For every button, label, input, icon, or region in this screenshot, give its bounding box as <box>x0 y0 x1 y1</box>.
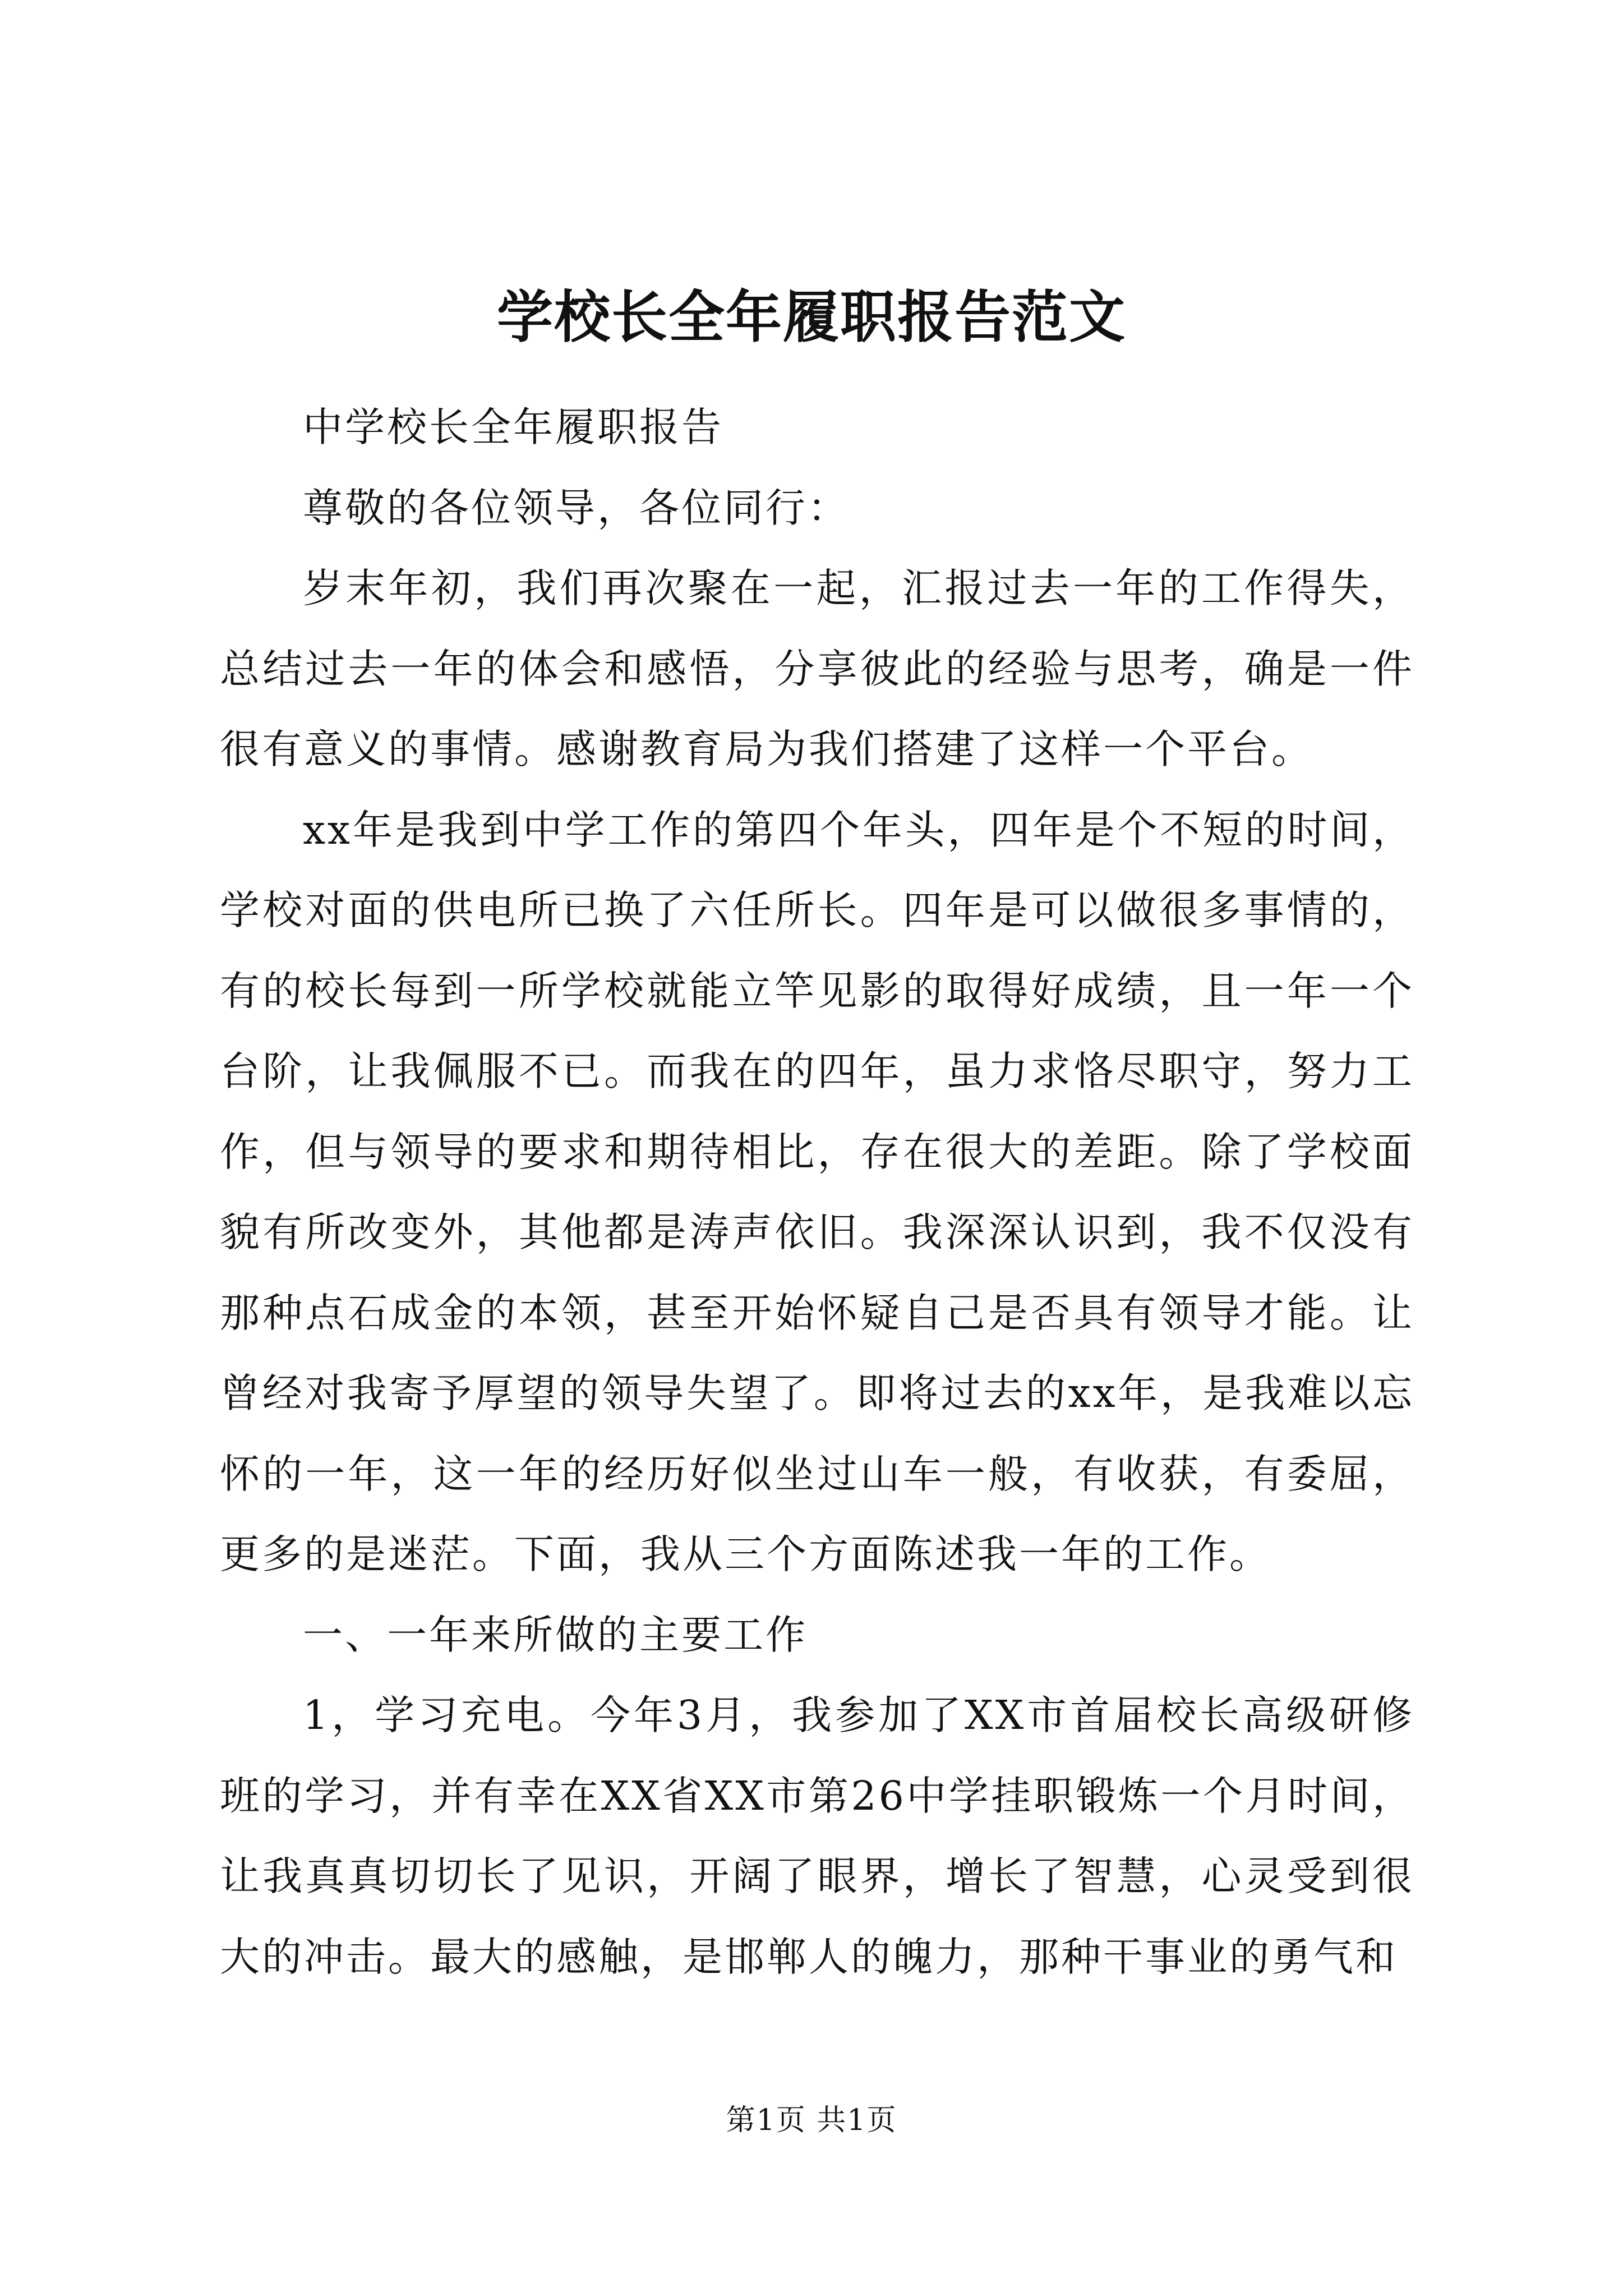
paragraph-four-years: xx年是我到中学工作的第四个年头，四年是个不短的时间，学校对面的供电所已换了六任所长。四年是可以做很多事情的，有的校长每到一所学校就能立竿见影的取得好成绩，且一年一个台阶，让我佩服不已。而我在的四年，虽力求恪尽职守，努力工作，但与领导的要求和期待相比，存在很大的差距。除了学校面貌有所改变外，其他都是涛声依旧。我深深认识到，我不仅没有那种点石成金的本领，甚至开始怀疑自己是否具有领导才能。让曾经对我寄予厚望的领导失望了。即将过去的xx年，是我难以忘怀的一年，这一年的经历好似坐过山车一般，有收获，有委屈，更多的是迷茫。下面，我从三个方面陈述我一年的工作。 <box>220 806 1414 1577</box>
section-heading-main-work: 一、一年来所做的主要工作 <box>303 1611 808 1658</box>
page-footer: 第1页 共1页 <box>726 2104 897 2137</box>
document-title: 学校长全年履职报告范文 <box>497 284 1126 350</box>
paragraph-intro: 岁末年初，我们再次聚在一起，汇报过去一年的工作得失，总结过去一年的体会和感悟，分享彼此的经验与思考，确是一件很有意义的事情。感谢教育局为我们搭建了这样一个平台。 <box>220 565 1414 772</box>
paragraph-study: 1，学习充电。今年3月，我参加了XX市首届校长高级研修班的学习，并有幸在XX省XX市第26中学挂职锻炼一个月时间，让我真真切切长了见识，开阔了眼界，增长了智慧，心灵受到很大的冲击。最大的感触，是邯郸人的魄力，那种干事业的勇气和 <box>220 1692 1414 1980</box>
paragraph-salutation: 尊敬的各位领导，各位同行： <box>303 484 850 531</box>
paragraph-subtitle: 中学校长全年履职报告 <box>303 404 724 450</box>
document-body <box>220 387 1414 1997</box>
